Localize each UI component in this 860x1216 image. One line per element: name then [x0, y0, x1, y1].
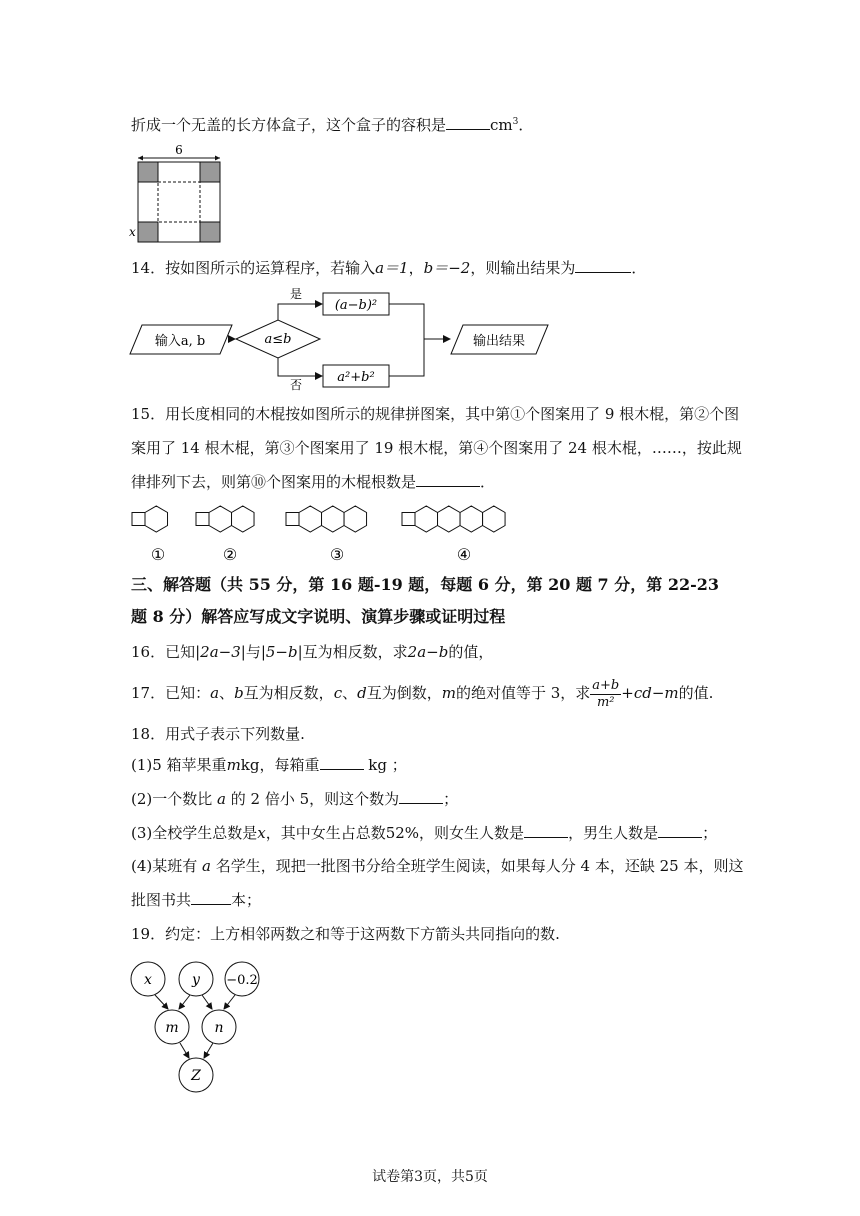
q18-item1 — [131, 754, 407, 776]
q16-text2: 与 — [245, 643, 261, 661]
q14-b-value: b＝−2 — [423, 259, 471, 277]
q18-i4-var: a — [202, 857, 211, 875]
q17-text5: 的值. — [678, 684, 714, 702]
q17-text1: 17．已知： — [131, 684, 211, 702]
q15-hexagon — [438, 506, 461, 532]
q14-input-label: 输入a, b — [154, 334, 206, 349]
q13-text: 折成一个无盖的长方体盒子，这个盒子的容积是 — [131, 116, 447, 134]
q18-i4-line2-text: 批图书共 — [131, 891, 192, 909]
q14-line — [131, 257, 646, 279]
q16-abs2: |5−b| — [260, 643, 303, 661]
q17-text4: 的绝对值等于 3，求 — [455, 684, 591, 702]
q15-line1: 15．用长度相同的木棍按如图所示的规律拼图案，其中第①个图案用了 9 根木棍，第②个图 — [131, 405, 740, 423]
q16-text4: 的值， — [448, 643, 494, 661]
q19-label-m: m — [165, 1020, 179, 1036]
q14-text: 14．按如图所示的运算程序，若输入 — [131, 259, 376, 277]
q18-item2 — [131, 788, 458, 810]
q19-tree-figure — [128, 957, 268, 1093]
q15-hexagon — [145, 506, 168, 532]
q19-label-x: x — [144, 972, 152, 988]
q18-i4-line2-after: 本； — [231, 891, 262, 909]
q16-expr: 2a−b — [407, 643, 449, 661]
q13-fig-side-label: x — [129, 225, 136, 239]
q15-pattern-figure — [128, 503, 538, 567]
q16-abs1: |2a−3| — [195, 643, 246, 661]
q18-i3-var: x — [257, 824, 266, 842]
q19-label-y: y — [192, 972, 200, 988]
q18-i4-blank — [191, 890, 231, 905]
q15-blank — [416, 472, 480, 487]
q19-label-n: n — [214, 1020, 224, 1036]
q14-yes-expr: (a−b)² — [334, 298, 378, 313]
q14-flowchart — [128, 285, 558, 391]
q18-i1-var: m — [226, 756, 241, 774]
q13-end: ． — [518, 116, 534, 134]
q14-end: ． — [631, 259, 647, 277]
q18-item4-line2 — [131, 889, 261, 911]
q18-i2-after: ； — [443, 790, 459, 808]
q16-text3: 互为相反数，求 — [302, 643, 408, 661]
q14-no-expr: a²+b² — [337, 370, 375, 385]
q17-tail: +cd−m — [621, 684, 679, 702]
q14-blank — [575, 258, 631, 273]
q18-title: 18．用式子表示下列数量. — [131, 725, 305, 743]
q18-i3-blank1 — [524, 823, 568, 838]
q17-frac-den: m² — [596, 694, 615, 710]
q17-var-b: b — [234, 684, 244, 702]
q15-pattern-1 — [132, 506, 168, 532]
q18-i4-mid: 名学生，现把一批图书分给全班学生阅读，如果每人分 4 本，还缺 25 本，则这 — [215, 857, 744, 875]
q13-box-figure — [128, 142, 228, 246]
q17-var-a: a — [210, 684, 220, 702]
q15-square — [402, 513, 415, 526]
q15-hexagon — [209, 506, 232, 532]
q18-i3-mid2: ，男生人数是 — [568, 824, 659, 842]
q18-i2-blank — [399, 789, 443, 804]
q17-sep1: 、 — [219, 684, 235, 702]
q15-square — [132, 513, 145, 526]
q15-hexagon — [483, 506, 506, 532]
q14-output-label: 输出结果 — [472, 334, 526, 349]
q14-a-value: a＝1 — [375, 259, 409, 277]
q17-sep2: 、 — [342, 684, 358, 702]
q18-item3 — [131, 822, 717, 844]
q15-label-3: ③ — [329, 545, 345, 564]
section3-heading-line1: 三、解答题（共 55 分，第 16 题-19 题，每题 6 分，第 20 题 7 分，第 22-23 — [131, 575, 719, 594]
q18-i1-after: kg ； — [368, 756, 407, 774]
q14-condition-label: a≤b — [264, 332, 292, 347]
q17-var-m: m — [441, 684, 456, 702]
q18-i1-text: (1)5 箱苹果重 — [131, 756, 227, 774]
q17-text3: 互为倒数， — [366, 684, 442, 702]
q13-fig-top-label: 6 — [175, 143, 183, 157]
q19-label-c: −0.2 — [226, 973, 258, 988]
q14-no-label: 否 — [290, 378, 303, 391]
q18-i4-text: (4)某班有 — [131, 857, 198, 875]
q15-label-4: ④ — [456, 545, 472, 564]
page-footer: 试卷第3页，共5页 — [372, 1169, 488, 1185]
q14-yes-label: 是 — [290, 287, 303, 301]
q18-i2-mid: 的 2 倍小 5，则这个数为 — [230, 790, 400, 808]
q17-var-d: d — [357, 684, 367, 702]
q14-text-after: ，则输出结果为 — [470, 259, 576, 277]
q17-var-c: c — [333, 684, 343, 702]
q13-blank — [446, 115, 490, 130]
q15-square — [286, 513, 299, 526]
q15-hexagon — [299, 506, 322, 532]
q15-hexagon — [415, 506, 438, 532]
q13-unit: cm — [490, 116, 513, 134]
q15-line3-end: ． — [480, 473, 496, 491]
q18-item4 — [131, 855, 743, 877]
q16-text1: 16．已知 — [131, 643, 196, 661]
q17-line — [131, 676, 713, 711]
q15-line3 — [131, 471, 495, 493]
q17-text2: 互为相反数， — [243, 684, 334, 702]
q15-label-1: ① — [150, 545, 166, 564]
q17-fraction — [590, 678, 621, 711]
q18-i3-mid: ，其中女生占总数52%，则女生人数是 — [265, 824, 525, 842]
q19-text: 19．约定：上方相邻两数之和等于这两数下方箭头共同指向的数. — [131, 925, 560, 943]
q15-square — [196, 513, 209, 526]
q15-line2: 案用了 14 根木棍，第③个图案用了 19 根木棍，第④个图案用了 24 根木棍，……，按此规 — [131, 439, 742, 457]
q15-pattern-2 — [196, 506, 254, 532]
q13-line — [131, 111, 533, 136]
q18-i2-var: a — [217, 790, 226, 808]
q17-frac-num: a+b — [592, 677, 620, 693]
q14-sep: ， — [408, 259, 424, 277]
q16-line — [131, 641, 493, 663]
q15-line3-text: 律排列下去，则第⑩个图案用的木棍根数是 — [131, 473, 417, 491]
q15-hexagon — [460, 506, 483, 532]
q15-hexagon — [322, 506, 345, 532]
q19-label-z: Z — [191, 1068, 201, 1084]
q18-i1-blank — [320, 755, 364, 770]
q15-pattern-3 — [286, 506, 367, 532]
q13-unit-sup: 3 — [512, 117, 519, 127]
q18-i1-mid: kg，每箱重 — [240, 756, 320, 774]
q15-hexagon — [232, 506, 255, 532]
q18-i2-text: (2)一个数比 — [131, 790, 213, 808]
q15-hexagon — [344, 506, 367, 532]
q15-pattern-4 — [402, 506, 505, 532]
q18-i3-after: ； — [702, 824, 718, 842]
q15-label-2: ② — [222, 545, 238, 564]
q18-i3-text: (3)全校学生总数是 — [131, 824, 258, 842]
section3-heading-line2: 题 8 分）解答应写成文字说明、演算步骤或证明过程 — [131, 607, 506, 626]
q18-i3-blank2 — [658, 823, 702, 838]
